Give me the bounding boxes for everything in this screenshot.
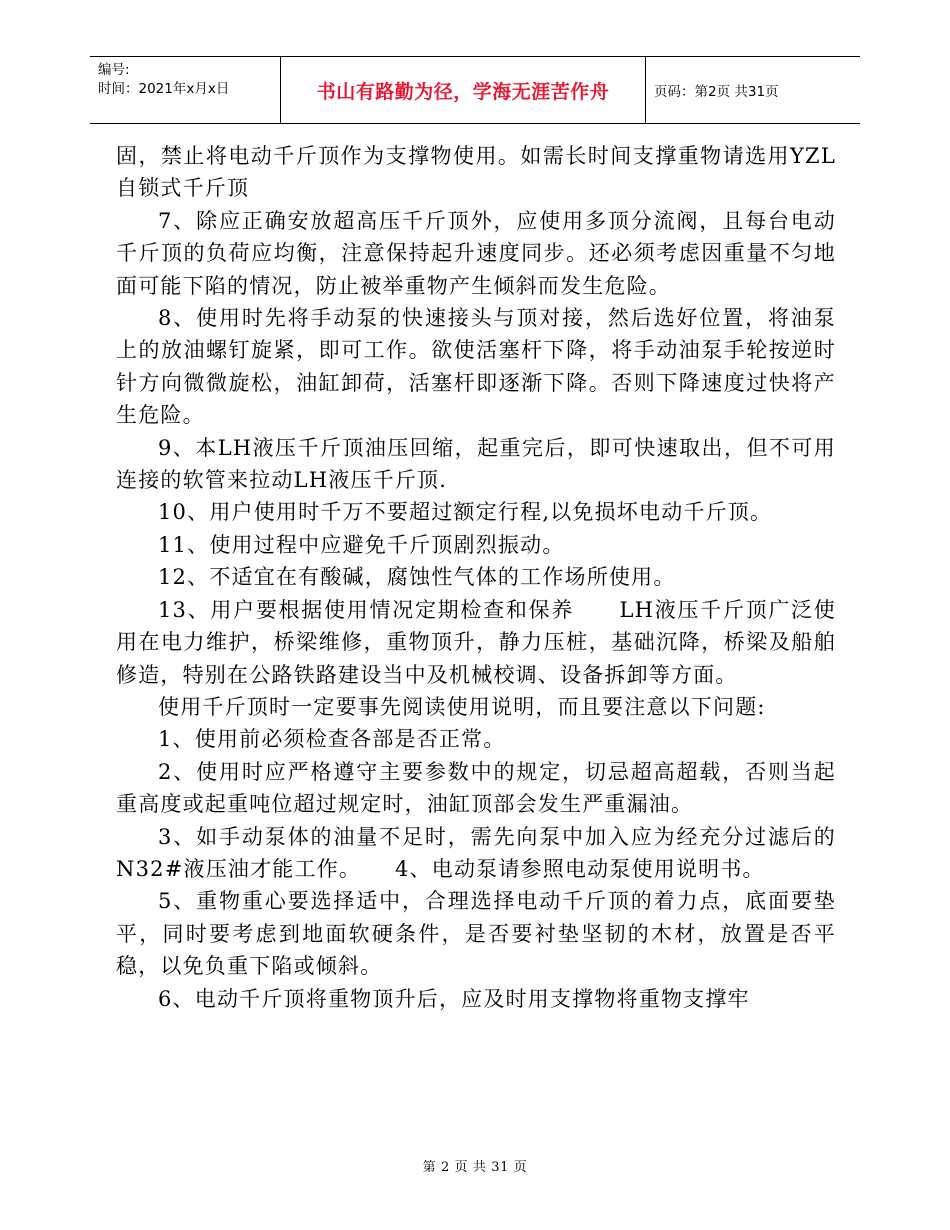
- body-paragraph: 13、用户要根据使用情况定期检查和保养 LH液压千斤顶广泛使用在电力维护，桥梁维修，重物顶升，静力压桩，基础沉降，桥梁及船舶修造，特别在公路铁路建设当中及机械校调、设备拆卸等方面。: [116, 597, 836, 687]
- body-paragraph: 8、使用时先将手动泵的快速接头与顶对接，然后选好位置，将油泵上的放油螺钉旋紧，即可工作。欲使活塞杆下降，将手动油泵手轮按逆时针方向微微旋松，油缸卸荷，活塞杆即逐渐下降。否则下降速度过快将产生危险。: [116, 306, 836, 428]
- header-motto: 书山有路勤为径，学海无涯苦作舟: [280, 57, 646, 123]
- body-paragraph: 12、不适宜在有酸碱，腐蚀性气体的工作场所使用。: [158, 565, 676, 590]
- body-paragraph: 11、使用过程中应避免千斤顶剧烈振动。: [158, 532, 565, 557]
- document-body: [116, 140, 836, 1015]
- body-paragraph: 5、重物重心要选择适中，合理选择电动千斤顶的着力点，底面要垫平，同时要考虑到地面软硬条件，是否要衬垫坚韧的木材，放置是否平稳，以免负重下陷或倾斜。: [116, 889, 836, 979]
- body-paragraph: 1、使用前必须检查各部是否正常。: [158, 727, 506, 752]
- body-paragraph: 6、电动千斤顶将重物顶升后，应及时用支撑物将重物支撑牢: [158, 986, 750, 1011]
- body-paragraph: 固，禁止将电动千斤顶作为支撑物使用。如需长时间支撑重物请选用YZL自锁式千斤顶: [116, 144, 836, 201]
- body-paragraph: 10、用户使用时千万不要超过额定行程,以免损坏电动千斤顶。: [158, 500, 773, 525]
- document-time: 时间：2021年x月x日: [98, 81, 230, 97]
- document-number-label: 编号:: [98, 62, 130, 78]
- header-page-info: 页码：第2页 共31页: [654, 84, 779, 100]
- page-header: [90, 56, 860, 124]
- body-paragraph: 3、如手动泵体的油量不足时，需先向泵中加入应为经充分过滤后的N32#液压油才能工作。 4、电动泵请参照电动泵使用说明书。: [116, 824, 836, 881]
- page-footer: 第 2 页 共 31 页: [422, 1160, 528, 1175]
- body-paragraph: 7、除应正确安放超高压千斤顶外，应使用多顶分流阀，且每台电动千斤顶的负荷应均衡，注意保持起升速度同步。还必须考虑因重量不匀地面可能下陷的情况，防止被举重物产生倾斜而发生危险。: [116, 208, 836, 298]
- body-paragraph: 9、本LH液压千斤顶油压回缩，起重完后，即可快速取出，但不可用连接的软管来拉动LH液压千斤顶.: [116, 435, 836, 493]
- body-paragraph: 使用千斤顶时一定要事先阅读使用说明，而且要注意以下问题:: [158, 694, 766, 719]
- body-paragraph: 2、使用时应严格遵守主要参数中的规定，切忌超高超载，否则当起重高度或起重吨位超过规定时，油缸顶部会发生严重漏油。: [116, 759, 836, 817]
- header-meta: [90, 57, 280, 123]
